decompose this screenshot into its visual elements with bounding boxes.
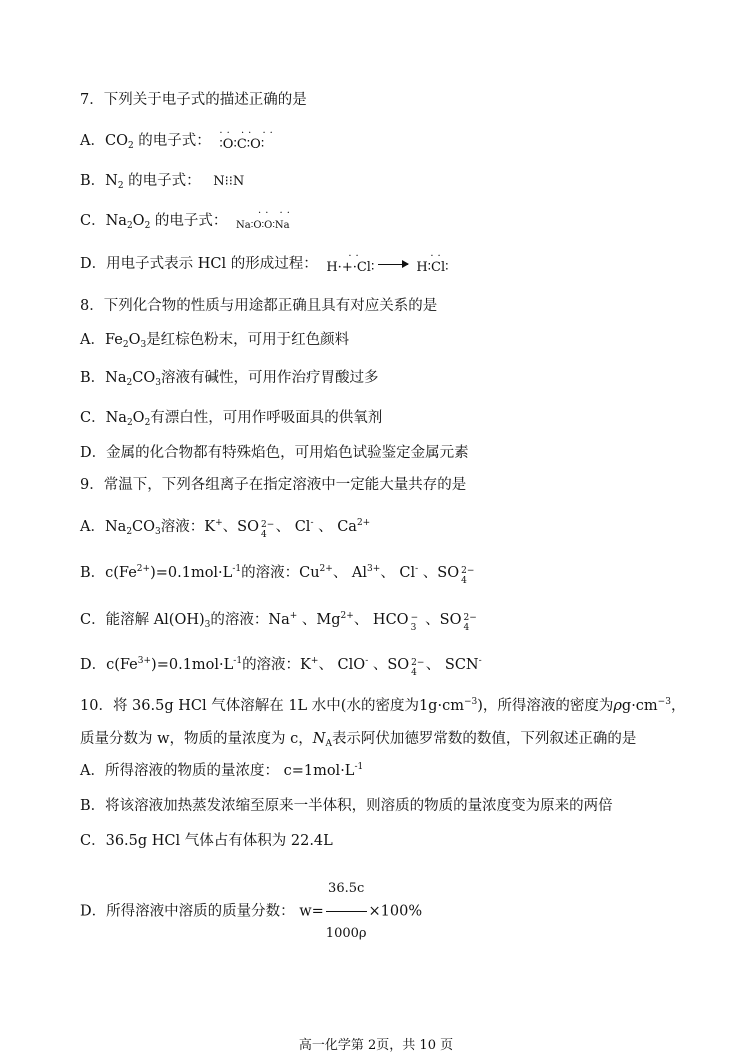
q9-option-a: A．$Na_2CO_3$溶液：K+、SO 2− 4 、 Cl- 、 $Ca^{2+}$: [80, 518, 371, 540]
na2o2-lewis-structure: ·· ·· Na∶O∶O∶Na: [236, 208, 294, 231]
q7-option-b: B．$N_2$ 的电子式： N⁝⁝N: [80, 173, 245, 191]
co2-lewis-structure: ·· ·· ·· ∶O∶C∶O∶: [219, 128, 277, 152]
q10-stem-line2: 质量分数为 w，物质的量浓度为 c，$N_A$表示阿伏加德罗常数的数值，下列叙述正确的是: [80, 731, 637, 749]
hcl-formation-left: ·· H·+·Cl∶: [326, 251, 375, 275]
q9-option-c: C．能溶解 $Al(OH)_3$的溶液：Na+ 、$Mg^{2+}$、 HCO − 3 、SO 2− 4: [80, 611, 477, 633]
mass-fraction-formula: $\frac{36.5c}{1000\rho}$: [326, 868, 367, 955]
q8-option-a: A．$Fe_2O_3$是红棕色粉末，可用于红色颜料: [80, 332, 350, 350]
hcl-formation-right: ·· H∶Cl∶: [416, 251, 449, 275]
q10-option-a: A．所得溶液的物质的量浓度： $c=1mol\cdot L^{-1}$: [80, 762, 364, 779]
q7-stem: 7．下列关于电子式的描述正确的是: [80, 92, 307, 108]
q8-option-b: B．$Na_2CO_3$溶液有碱性，可用作治疗胃酸过多: [80, 370, 379, 388]
q7-option-d: D．用电子式表示 HCl 的形成过程： ·· H·+·Cl∶ ·· H∶Cl∶: [80, 254, 449, 278]
q9-option-b: B．$c(Fe^{2+})=0.1mol\cdot L^{-1}$的溶液：$Cu^{2+}$、 $Al^{3+}$、 Cl- 、SO 2− 4: [80, 564, 475, 586]
page-footer: 高一化学第 2页，共 10 页: [298, 1038, 454, 1053]
q10-option-b: B．将该溶液加热蒸发浓缩至原来一半体积，则溶质的物质的量浓度变为原来的两倍: [80, 798, 613, 814]
q8-option-c: C．$Na_2O_2$有漂白性，可用作呼吸面具的供氧剂: [80, 410, 383, 428]
q10-option-d: D．所得溶液中溶质的质量分数： w= $\frac{36.5c}{1000\rho}$ ×100%: [80, 868, 422, 955]
q8-stem: 8．下列化合物的性质与用途都正确且具有对应关系的是: [80, 298, 438, 314]
q7-option-c: C．$Na_2O_2$ 的电子式： ·· ·· Na∶O∶O∶Na: [80, 211, 290, 236]
q8-option-d: D．金属的化合物都有特殊焰色，可用焰色试验鉴定金属元素: [80, 445, 469, 461]
n2-lewis-structure: N⁝⁝N: [213, 174, 245, 189]
q7-option-a: A．$CO_2$ 的电子式： ·· ·· ·· ∶O∶C∶O∶: [80, 131, 264, 155]
q10-option-c: C．36.5g HCl 气体占有体积为 22.4L: [80, 833, 333, 849]
q10-stem-line1: 10．将 36.5g HCl 气体溶解在 1L 水中(水的密度为$1g\cdot cm^{-3}$)，所得溶液的密度为$\rho g\cdot cm^{-3}$，: [80, 697, 686, 714]
q9-option-d: D．$c(Fe^{3+})=0.1mol\cdot L^{-1}$的溶液：K+、 ClO- 、SO 2− 4 、 SCN-: [80, 656, 482, 678]
q9-stem: 9．常温下，下列各组离子在指定溶液中一定能大量共存的是: [80, 477, 467, 493]
reaction-arrow-icon: [378, 264, 408, 265]
